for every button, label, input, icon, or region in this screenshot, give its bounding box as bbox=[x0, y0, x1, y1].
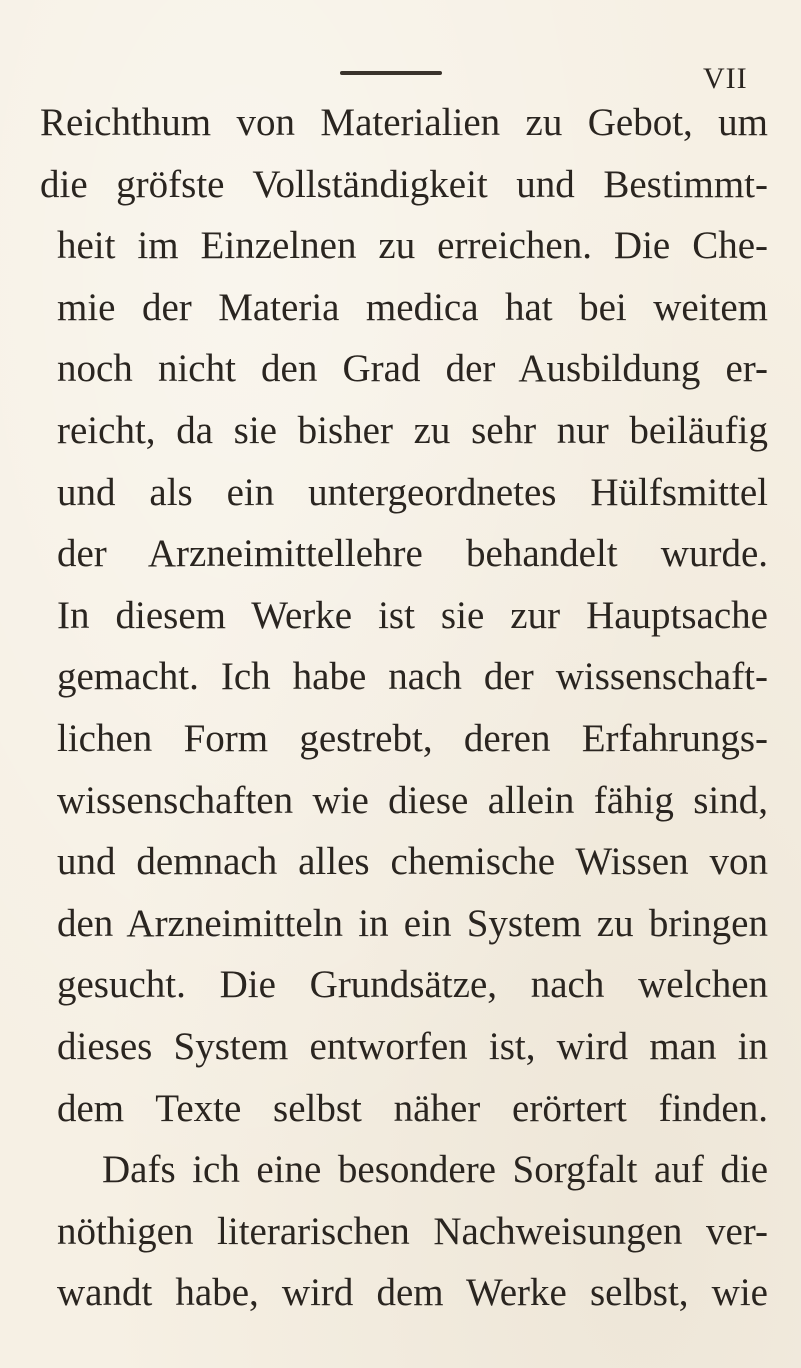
text-line: lichen Form gestrebt, deren Erfahrungs- bbox=[57, 717, 768, 760]
text-line: reicht, da sie bisher zu sehr nur beiläufig bbox=[57, 409, 768, 452]
text-line: heit im Einzelnen zu erreichen. Die Che- bbox=[57, 224, 769, 268]
text-line: wissenschaften wie diese allein fähig sind, bbox=[57, 778, 769, 822]
text-line: Dafs ich eine besondere Sorgfalt auf die bbox=[102, 1148, 769, 1192]
text-line: gemacht. Ich habe nach der wissenschaft- bbox=[57, 655, 769, 699]
text-line: In diesem Werke ist sie zur Hauptsache bbox=[57, 593, 768, 637]
text-line: Reichthum von Materialien zu Gebot, um bbox=[40, 101, 768, 144]
text-line: noch nicht den Grad der Ausbildung er- bbox=[57, 347, 769, 391]
text-line: dem Texte selbst näher erörtert finden. bbox=[57, 1086, 768, 1130]
text-line: und demnach alles chemische Wissen von bbox=[57, 840, 769, 884]
text-line: mie der Materia medica hat bei weitem bbox=[57, 285, 768, 329]
text-line: nöthigen literarischen Nachweisungen ver- bbox=[57, 1209, 768, 1253]
text-line: den Arzneimitteln in ein System zu bringen bbox=[57, 901, 768, 945]
text-line: die gröfste Vollständigkeit und Bestimmt- bbox=[40, 162, 769, 206]
text-line: der Arzneimittellehre behandelt wurde. bbox=[57, 532, 769, 576]
text-line: gesucht. Die Grundsätze, nach welchen bbox=[57, 963, 769, 1007]
text-line: und als ein untergeordnetes Hülfsmittel bbox=[57, 470, 768, 514]
text-line: wandt habe, wird dem Werke selbst, wie bbox=[57, 1271, 768, 1315]
text-line: dieses System entworfen ist, wird man in bbox=[57, 1025, 769, 1068]
page-number: VII bbox=[703, 62, 748, 95]
